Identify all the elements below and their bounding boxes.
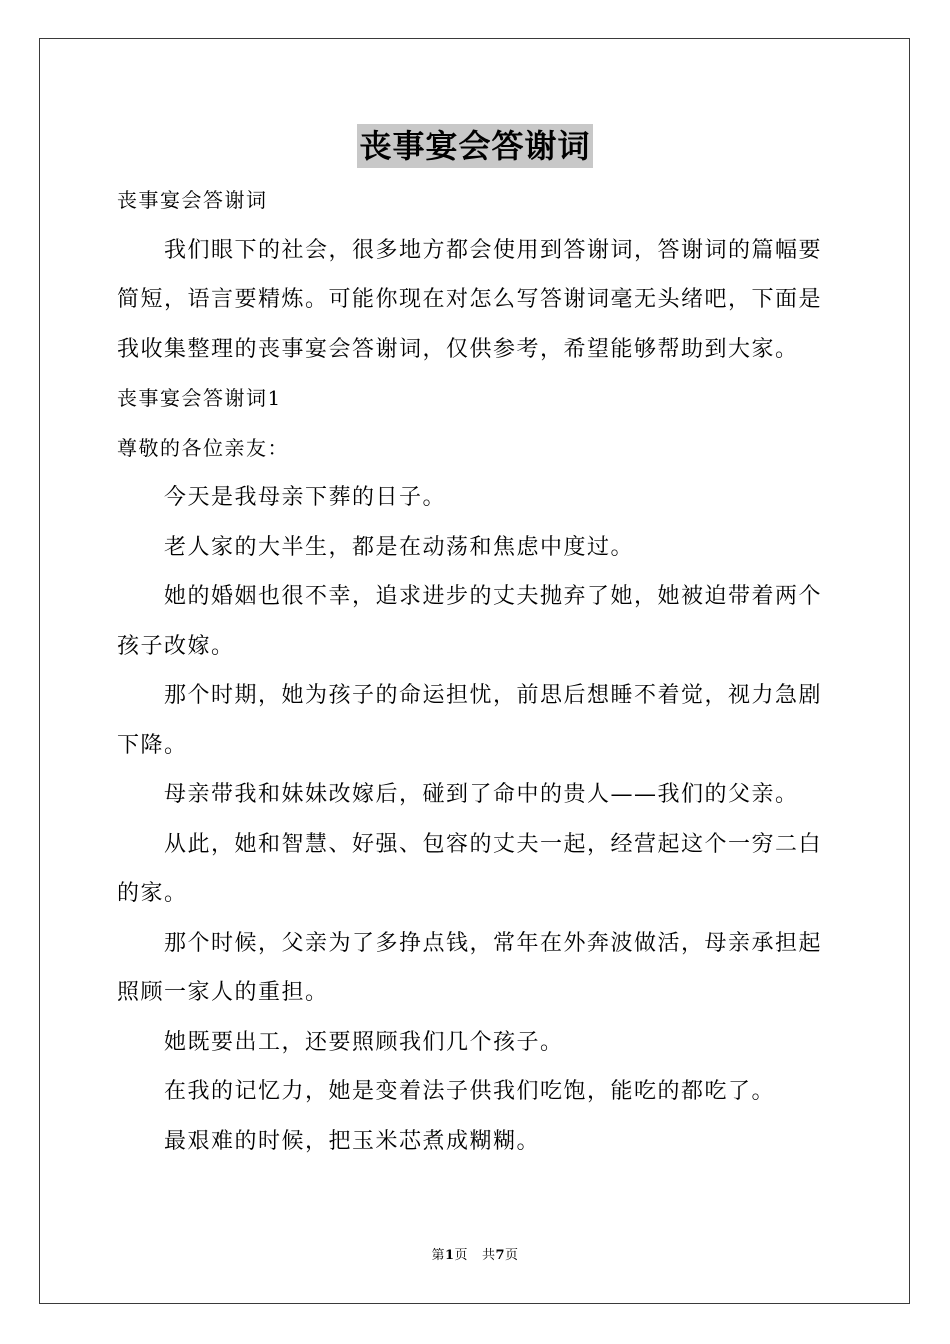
- body-line: 下降。: [117, 732, 188, 758]
- body-line: 老人家的大半生，都是在动荡和焦虑中度过。: [164, 534, 635, 560]
- body-line: 母亲带我和妹妹改嫁后，碰到了命中的贵人——我们的父亲。: [164, 782, 799, 807]
- page-footer: [0, 1247, 950, 1265]
- body-line: 我收集整理的丧事宴会答谢词，仅供参考，希望能够帮助到大家。: [117, 336, 799, 362]
- body-line: 她既要出工，还要照顾我们几个孩子。: [164, 1029, 564, 1055]
- body-line: 简短，语言要精炼。可能你现在对怎么写答谢词毫无头绪吧，下面是: [117, 287, 823, 312]
- body-line: 那个时候，父亲为了多挣点钱，常年在外奔波做活，母亲承担起: [164, 930, 823, 956]
- footer-total-suffix: 页: [505, 1248, 519, 1263]
- document-body: [117, 176, 833, 1166]
- document-title-wrap: [0, 124, 950, 168]
- body-line: 在我的记忆力，她是变着法子供我们吃饱，能吃的都吃了。: [164, 1079, 776, 1104]
- body-line: 丧事宴会答谢词: [117, 188, 268, 212]
- footer-total-pages: 7: [495, 1248, 506, 1263]
- document-title: 丧事宴会答谢词: [357, 124, 592, 168]
- body-line: 照顾一家人的重担。: [117, 980, 329, 1005]
- body-line: 那个时期，她为孩子的命运担忧，前思后想睡不着觉，视力急剧: [164, 683, 823, 708]
- body-line: 今天是我母亲下葬的日子。: [164, 485, 447, 510]
- body-line: 从此，她和智慧、好强、包容的丈夫一起，经营起这个一穷二白: [164, 831, 823, 857]
- body-line: 我们眼下的社会，很多地方都会使用到答谢词，答谢词的篇幅要: [164, 237, 823, 263]
- footer-page-number: 1: [444, 1248, 455, 1263]
- body-line: 尊敬的各位亲友：: [117, 435, 289, 460]
- body-line: 丧事宴会答谢词1: [117, 386, 282, 410]
- body-line: 孩子改嫁。: [117, 633, 235, 659]
- body-line: 她的婚姻也很不幸，追求进步的丈夫抛弃了她，她被迫带着两个: [164, 584, 823, 609]
- body-line: 最艰难的时候，把玉米芯煮成糊糊。: [164, 1128, 541, 1154]
- footer-total-prefix: 共: [481, 1248, 496, 1263]
- footer-page-prefix: 第: [431, 1248, 445, 1263]
- body-line: 的家。: [117, 881, 188, 906]
- footer-page-suffix: 页: [454, 1248, 469, 1263]
